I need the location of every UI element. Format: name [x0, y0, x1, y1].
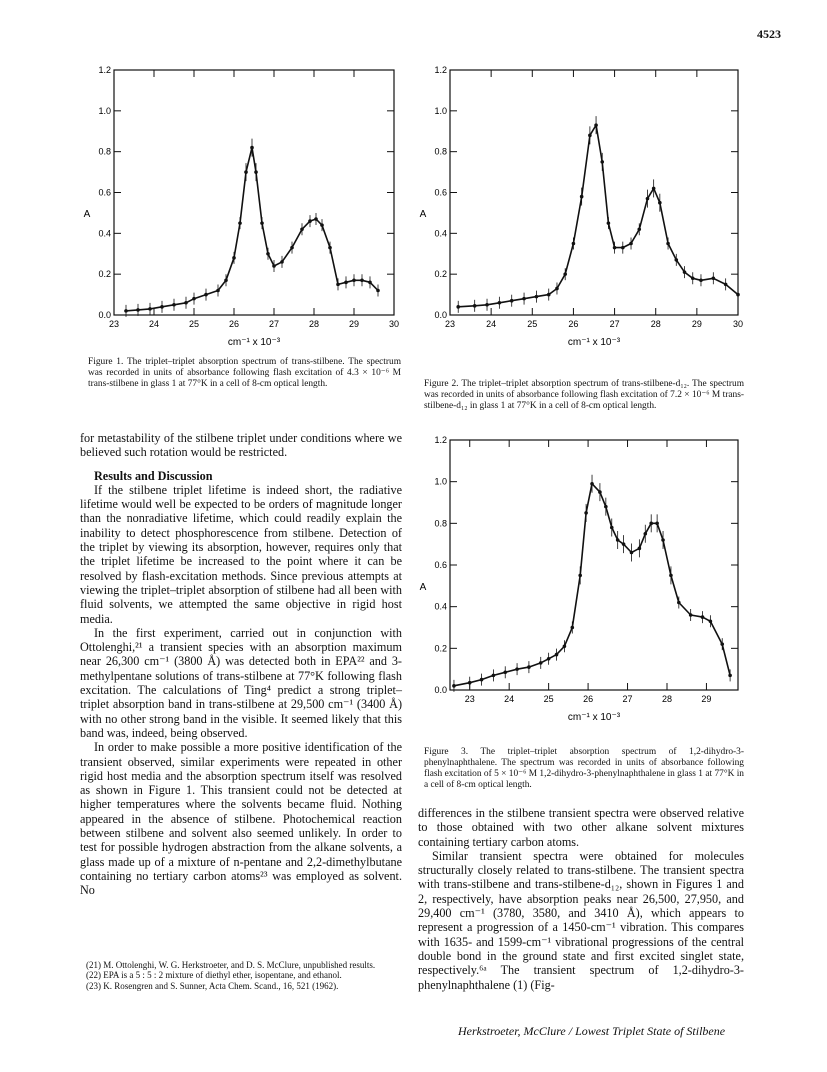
x-axis-title: cm⁻¹ x 10⁻³ — [227, 337, 281, 348]
data-point — [689, 613, 693, 617]
figure-1-chart — [82, 60, 402, 350]
y-tick-label: 1.0 — [434, 476, 447, 487]
data-point — [192, 297, 196, 301]
data-point — [555, 653, 559, 657]
data-point — [588, 134, 592, 138]
data-point — [638, 547, 642, 551]
y-axis-title: A — [419, 581, 427, 593]
spectrum-line — [458, 125, 738, 307]
references — [86, 960, 402, 991]
paragraph: Similar transient spectra were obtained for molecules structurally closely related to trans-stilbene. The transient spectra with trans-stilbene and trans-stilbene-d₁₂, shown in Figures 1 and 2, respectively, have absorption peaks near 26,500, 27,950, and 29,400 cm⁻¹ (3780, 3580, and 3410 Å), which appears to represent a progression of a 1450-cm⁻¹ vibration. This compares with 1635- and 1599-cm⁻¹ vibrational progressions of the central double bond in the ground state and first excited singlet state, respectively.⁶ᵃ The transient spectrum of 1,2-dihydro-3-phenylnaphthalene (1) (Fig- — [418, 848, 744, 992]
data-point — [204, 293, 208, 297]
data-point — [535, 295, 539, 299]
x-tick-label: 27 — [622, 694, 633, 704]
data-point — [563, 644, 567, 648]
figure-1 — [82, 60, 402, 350]
data-point — [452, 684, 456, 688]
data-point — [637, 227, 641, 231]
data-point — [344, 281, 348, 285]
figure-2-caption: Figure 2. The triplet–triplet absorption spectrum of trans-stilbene-d₁₂. The spectrum was recorded in units of absorbance following flash excitation of 7.2 × 10⁻⁶ M trans-stilbene-d₁₂ in glass 1 at 77°K in a cell of 8-cm optical length. — [424, 379, 744, 411]
data-point — [604, 505, 608, 509]
data-point — [527, 665, 531, 669]
y-tick-label: 1.2 — [434, 435, 447, 445]
figure-3-caption: Figure 3. The triplet–triplet absorption spectrum of 1,2-dihydro-3-phenylnaphthalene. The spectrum was recorded in units of absorbance following flash excitation of 5 × 10⁻⁶ M 1,2-dihydro-3-phenylnaphthalene in glass 1 at 77°K in a cell of 8-cm optical length. — [424, 747, 744, 790]
data-point — [328, 246, 332, 250]
y-tick-label: 0.4 — [434, 228, 447, 239]
data-point — [368, 281, 372, 285]
data-point — [649, 522, 653, 526]
reference: (23) K. Rosengren and S. Sunner, Acta Chem. Scand., 16, 521 (1962). — [86, 980, 339, 991]
figure-1-caption: Figure 1. The triplet–triplet absorption spectrum of trans-stilbene. The spectrum was recorded in units of absorbance following flash excitation of 4.3 × 10⁻⁶ M trans-stilbene in glass 1 at 77°K in a cell of 8-cm optical length. — [88, 357, 401, 389]
data-point — [352, 278, 356, 282]
data-point — [674, 258, 678, 262]
data-point — [216, 289, 220, 293]
data-point — [160, 305, 164, 309]
data-point — [630, 551, 634, 555]
data-point — [320, 223, 324, 227]
x-tick-label: 26 — [228, 319, 240, 329]
x-tick-label: 29 — [348, 319, 360, 329]
data-point — [652, 187, 656, 191]
x-tick-label: 23 — [464, 694, 475, 704]
data-point — [728, 674, 732, 678]
data-point — [492, 674, 496, 678]
y-tick-label: 0.8 — [98, 146, 111, 157]
data-point — [300, 227, 304, 231]
data-point — [515, 667, 519, 671]
data-point — [272, 264, 276, 268]
x-tick-label: 30 — [388, 319, 400, 329]
plot-frame — [450, 440, 738, 690]
data-point — [184, 301, 188, 305]
x-tick-label: 30 — [732, 319, 744, 329]
data-point — [666, 242, 670, 246]
data-point — [669, 574, 673, 578]
data-point — [622, 542, 626, 546]
data-point — [607, 221, 611, 225]
data-point — [503, 670, 507, 674]
data-point — [136, 308, 140, 312]
data-point — [260, 221, 264, 225]
section-heading: Results and Discussion — [94, 468, 213, 483]
data-point — [376, 289, 380, 293]
reference: (21) M. Ottolenghi, W. G. Herkstroeter, and D. S. McClure, unpublished results. — [86, 960, 376, 970]
data-point — [629, 242, 633, 246]
data-point — [736, 293, 740, 297]
y-tick-label: 0.2 — [434, 643, 447, 654]
data-point — [720, 642, 724, 646]
data-point — [590, 482, 594, 486]
data-point — [336, 283, 340, 287]
x-tick-label: 28 — [308, 319, 320, 329]
spectrum-line — [126, 148, 378, 311]
data-point — [643, 532, 647, 536]
x-tick-label: 25 — [543, 694, 554, 704]
data-point — [709, 619, 713, 623]
x-tick-label: 29 — [691, 319, 702, 329]
paragraph: In the first experiment, carried out in conjunction with Ottolenghi,²¹ a transient species with an absorption maximum near 26,300 cm⁻¹ (3800 Å) was detected both in EPA²² and 3-methylpentane solutions of trans-stilbene at 77°K following flash excitation. The calculations of Ting⁴ predict a strong triplet–triplet absorption band in trans-stilbene at 29,500 cm⁻¹ (3400 Å) with no other strong band in the visible. It seemed likely that this band was, indeed, being observed. — [80, 625, 402, 740]
paragraph: If the stilbene triplet lifetime is indeed short, the radiative lifetime would well be expected to be orders of magnitude longer than the nonradiative lifetime, which could readily explain the inability to detect phosphorescence from stilbene. Detection of the triplet by viewing its absorption, however, requires only that the triplet lifetime be increased to the point where it can be resolved by flash-excitation methods. Since previous attempts at viewing the triplet–triplet absorption of stilbene had all been with fluid solvents, we attempted the same objective in rigid host media. — [80, 482, 402, 626]
data-point — [658, 201, 662, 205]
reference: (22) EPA is a 5 : 5 : 2 mixture of diethyl ether, isopentane, and ethanol. — [86, 970, 342, 981]
data-point — [646, 197, 650, 201]
data-point — [314, 217, 318, 221]
paragraph: differences in the stilbene transient spectra were observed relative to those obtained with two other alkane solvent mixtures containing tertiary carbon atoms. — [418, 806, 744, 849]
data-point — [250, 146, 254, 150]
data-point — [224, 278, 228, 282]
paragraph: In order to make possible a more positive identification of the transient observed, similar experiments were repeated in other rigid host media and the absorption spectrum itself was resolved as shown in Figure 1. This transient could not be detected at higher temperatures where the solvents became fluid. Nothing appeared in the absence of stilbene. Photochemical reaction between stilbene and solvent also seemed unlikely. In order to test for possible hydrogen abstraction from the alkane solvents, a glass made up of a mixture of n-pentane and 2,2-dimethylbutane containing no tertiary carbon atoms²³ was employed as solvent. No — [80, 740, 402, 898]
y-axis-title: A — [419, 208, 427, 220]
data-point — [510, 299, 514, 303]
right-column — [418, 806, 744, 992]
data-point — [613, 246, 617, 250]
spectrum-line — [454, 484, 730, 686]
y-tick-label: 0.4 — [434, 601, 447, 612]
data-point — [244, 170, 248, 174]
data-point — [266, 252, 270, 256]
x-tick-label: 27 — [609, 319, 620, 329]
x-tick-label: 28 — [650, 319, 661, 329]
data-point — [610, 526, 614, 530]
data-point — [280, 260, 284, 264]
x-axis-title: cm⁻¹ x 10⁻³ — [567, 712, 621, 723]
data-point — [254, 170, 258, 174]
data-point — [547, 293, 551, 297]
x-tick-label: 23 — [444, 319, 456, 329]
data-point — [594, 123, 598, 127]
y-tick-label: 0.8 — [434, 518, 447, 529]
left-column — [80, 431, 402, 898]
y-tick-label: 0.8 — [434, 146, 447, 157]
data-point — [701, 615, 705, 619]
x-tick-label: 23 — [108, 319, 120, 329]
y-tick-label: 1.2 — [98, 65, 111, 75]
y-tick-label: 0.0 — [434, 310, 447, 320]
data-point — [712, 276, 716, 280]
data-point — [290, 246, 294, 250]
data-point — [724, 283, 728, 287]
figure-3 — [418, 425, 748, 740]
paragraph: for metastability of the stilbene triplet under conditions where we believed such rotation would be restricted. — [80, 431, 402, 460]
data-point — [563, 272, 567, 276]
y-tick-label: 0.4 — [98, 228, 111, 239]
x-tick-label: 24 — [148, 319, 160, 329]
data-point — [232, 256, 236, 260]
data-point — [485, 303, 489, 307]
data-point — [616, 538, 620, 542]
y-tick-label: 1.2 — [434, 65, 447, 75]
data-point — [572, 242, 576, 246]
data-point — [621, 246, 625, 250]
data-point — [555, 287, 559, 291]
data-point — [699, 278, 703, 282]
data-point — [547, 657, 551, 661]
figure-3-chart — [418, 425, 748, 740]
y-tick-label: 0.0 — [434, 685, 447, 695]
y-tick-label: 0.6 — [98, 187, 111, 198]
data-point — [124, 309, 128, 313]
data-point — [522, 297, 526, 301]
x-tick-label: 24 — [486, 319, 497, 329]
y-tick-label: 0.6 — [434, 560, 447, 570]
data-point — [473, 304, 477, 308]
data-point — [498, 301, 502, 305]
page-number: 4523 — [757, 27, 781, 41]
data-point — [661, 538, 665, 542]
y-axis-title: A — [83, 208, 91, 220]
data-point — [677, 601, 681, 605]
data-point — [468, 681, 472, 685]
data-point — [148, 307, 152, 311]
y-tick-label: 1.0 — [434, 105, 447, 116]
data-point — [480, 678, 484, 682]
data-point — [598, 490, 602, 494]
data-point — [456, 305, 460, 309]
data-point — [691, 276, 695, 280]
data-point — [584, 511, 588, 515]
figure-2-chart — [418, 50, 748, 350]
data-point — [172, 303, 176, 307]
data-point — [683, 270, 687, 274]
plot-frame — [114, 70, 394, 315]
data-point — [360, 278, 364, 282]
x-tick-label: 28 — [661, 694, 672, 704]
y-tick-label: 0.2 — [98, 269, 111, 280]
data-point — [308, 219, 312, 223]
x-tick-label: 25 — [188, 319, 200, 329]
running-footer: Herkstroeter, McClure / Lowest Triplet State of Stilbene — [458, 1024, 726, 1038]
data-point — [580, 195, 584, 199]
y-tick-label: 0.0 — [98, 310, 111, 320]
data-point — [655, 522, 659, 526]
data-point — [600, 160, 604, 164]
data-point — [578, 574, 582, 578]
data-point — [238, 221, 242, 225]
x-tick-label: 25 — [527, 319, 538, 329]
y-tick-label: 0.6 — [434, 187, 447, 198]
x-tick-label: 24 — [504, 694, 515, 704]
x-tick-label: 29 — [701, 694, 712, 704]
y-tick-label: 0.2 — [434, 269, 447, 280]
x-tick-label: 26 — [583, 694, 594, 704]
data-point — [539, 661, 543, 665]
x-tick-label: 27 — [268, 319, 280, 329]
x-axis-title: cm⁻¹ x 10⁻³ — [567, 337, 621, 348]
data-point — [571, 626, 575, 630]
x-tick-label: 26 — [568, 319, 579, 329]
y-tick-label: 1.0 — [98, 105, 111, 116]
figure-2 — [418, 50, 748, 350]
